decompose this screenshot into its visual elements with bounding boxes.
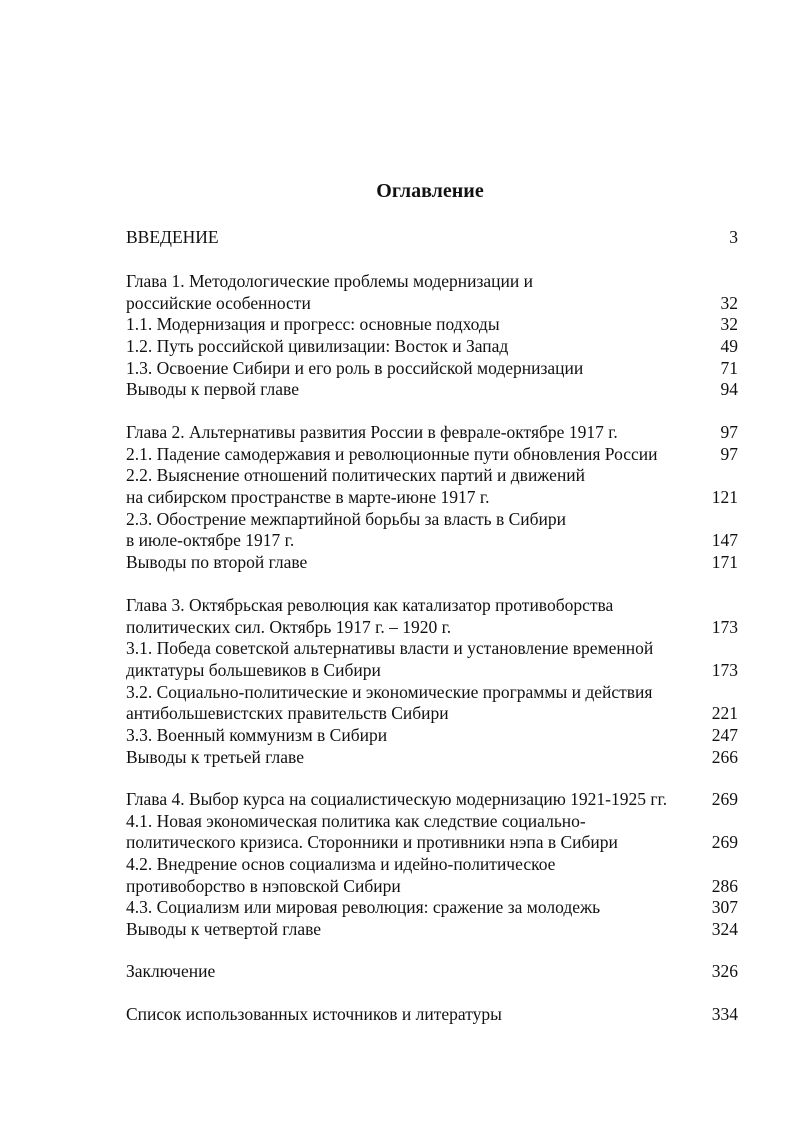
toc-page-number: 147 (711, 530, 738, 551)
toc-entry-line (126, 875, 738, 897)
toc-page-number: 49 (720, 335, 738, 356)
toc-entry-line (126, 616, 738, 638)
toc-page-number: 266 (711, 746, 738, 767)
toc-entry-text: Глава 3. Октябрьская революция как катализатор противоборства (126, 595, 614, 615)
toc-entry-line (126, 788, 738, 810)
toc-entry-text: Выводы к первой главе (126, 379, 299, 400)
toc-page-number: 173 (711, 659, 738, 680)
toc-entry-line (126, 486, 738, 508)
toc-page-number: 269 (711, 832, 738, 853)
toc-page-number: 71 (720, 357, 738, 378)
toc-page-number: 94 (720, 379, 738, 400)
toc-page-number: 221 (711, 703, 738, 724)
toc-page-number: 97 (720, 422, 738, 442)
toc-page-number: 324 (711, 918, 738, 939)
toc-entry-line (126, 270, 738, 292)
toc-page-number: 269 (711, 789, 738, 809)
toc-entry-line (126, 702, 738, 724)
toc-entry-line (126, 960, 738, 982)
toc-entry-line (126, 918, 738, 940)
toc-entry-text: 2.3. Обострение межпартийной борьбы за власть в Сибири (126, 508, 567, 529)
toc-page-number: 121 (711, 486, 738, 507)
toc-entry-text: 2.1. Падение самодержавия и революционные пути обновления России (126, 443, 658, 464)
toc-page-number: 171 (711, 551, 738, 572)
toc-title: Оглавление (376, 180, 484, 202)
toc-entry-text: российские особенности (126, 292, 311, 313)
toc-entry-text: 3.1. Победа советской альтернативы власти и установление временной (126, 638, 654, 659)
toc-entry-text: антибольшевистских правительств Сибири (126, 703, 449, 724)
toc-entry-text: Выводы к третьей главе (126, 746, 304, 767)
toc-entry-line (126, 551, 738, 573)
toc-page-number: 334 (711, 1004, 738, 1024)
toc-page-number: 307 (711, 897, 738, 918)
toc-entry-text: 3.3. Военный коммунизм в Сибири (126, 724, 388, 745)
toc-entry-text: 1.3. Освоение Сибири и его роль в российской модернизации (126, 357, 584, 378)
toc-entry-text: Заключение (126, 961, 216, 981)
toc-entry-text: Выводы по второй главе (126, 551, 308, 572)
toc-entry-line (126, 292, 738, 314)
toc-entry-line (126, 508, 738, 530)
toc-entry-text: 4.2. Внедрение основ социализма и идейно-политическое (126, 853, 556, 874)
toc-entry-line (126, 594, 738, 616)
toc-entry-text: 3.2. Социально-политические и экономические программы и действия (126, 681, 653, 702)
toc-entry-line (126, 1003, 738, 1025)
toc-entry-text: 2.2. Выяснение отношений политических партий и движений (126, 465, 586, 486)
toc-entry-line (126, 421, 738, 443)
toc-entry-text: Выводы к четвертой главе (126, 918, 322, 939)
toc-page-number: 97 (720, 443, 738, 464)
toc-entry-line (126, 810, 738, 832)
toc-entry-text: политического кризиса. Сторонники и противники нэпа в Сибири (126, 832, 618, 853)
toc-page-number: 247 (711, 724, 738, 745)
toc-entry-line (126, 724, 738, 746)
toc-entry-line (126, 443, 738, 465)
toc-entry-line (126, 464, 738, 486)
toc-entry-text: Глава 2. Альтернативы развития России в феврале-октябре 1917 г. (126, 422, 618, 442)
toc-page-number: 32 (720, 314, 738, 335)
toc-entry-text: в июле-октябре 1917 г. (126, 530, 295, 551)
toc-entry-text: диктатуры большевиков в Сибири (126, 659, 381, 680)
toc-page-number: 173 (711, 616, 738, 637)
toc-entry-line (126, 896, 738, 918)
toc-entry-text: Глава 1. Методологические проблемы модернизации и (126, 271, 533, 291)
toc-entry-line (126, 637, 738, 659)
toc-entry-line (126, 335, 738, 357)
toc-entry-text: Список использованных источников и литературы (126, 1004, 502, 1024)
toc-entry-text: противоборство в нэповской Сибири (126, 875, 401, 896)
toc-entry-text: 1.1. Модернизация и прогресс: основные подходы (126, 314, 500, 335)
toc-entry-line (126, 853, 738, 875)
toc-entry-line (126, 681, 738, 703)
toc-entry-text: на сибирском пространстве в марте-июне 1917 г. (126, 486, 490, 507)
toc-entry-text: 1.2. Путь российской цивилизации: Восток и Запад (126, 335, 509, 356)
toc-entry-line (126, 357, 738, 379)
toc-entry-text: ВВЕДЕНИЕ (126, 227, 219, 247)
toc-entry-text: политических сил. Октябрь 1917 г. – 1920 г. (126, 616, 452, 637)
toc-entry-text: Глава 4. Выбор курса на социалистическую модернизацию 1921-1925 гг. (126, 789, 668, 809)
toc-entry-line (126, 529, 738, 551)
toc-page-number: 286 (711, 875, 738, 896)
toc-entry-text: 4.3. Социализм или мировая революция: сражение за молодежь (126, 897, 601, 918)
toc-entry-text: 4.1. Новая экономическая политика как следствие социально- (126, 810, 586, 831)
toc-entry-line (126, 313, 738, 335)
toc-entry-line (126, 746, 738, 768)
toc-page-number: 326 (711, 961, 738, 981)
toc-page-number: 3 (729, 227, 738, 247)
toc-entry-line (126, 378, 738, 400)
toc-entry-line (126, 659, 738, 681)
toc-entry-line (126, 226, 738, 248)
toc-entry-line (126, 831, 738, 853)
toc-page-number: 32 (720, 292, 738, 313)
